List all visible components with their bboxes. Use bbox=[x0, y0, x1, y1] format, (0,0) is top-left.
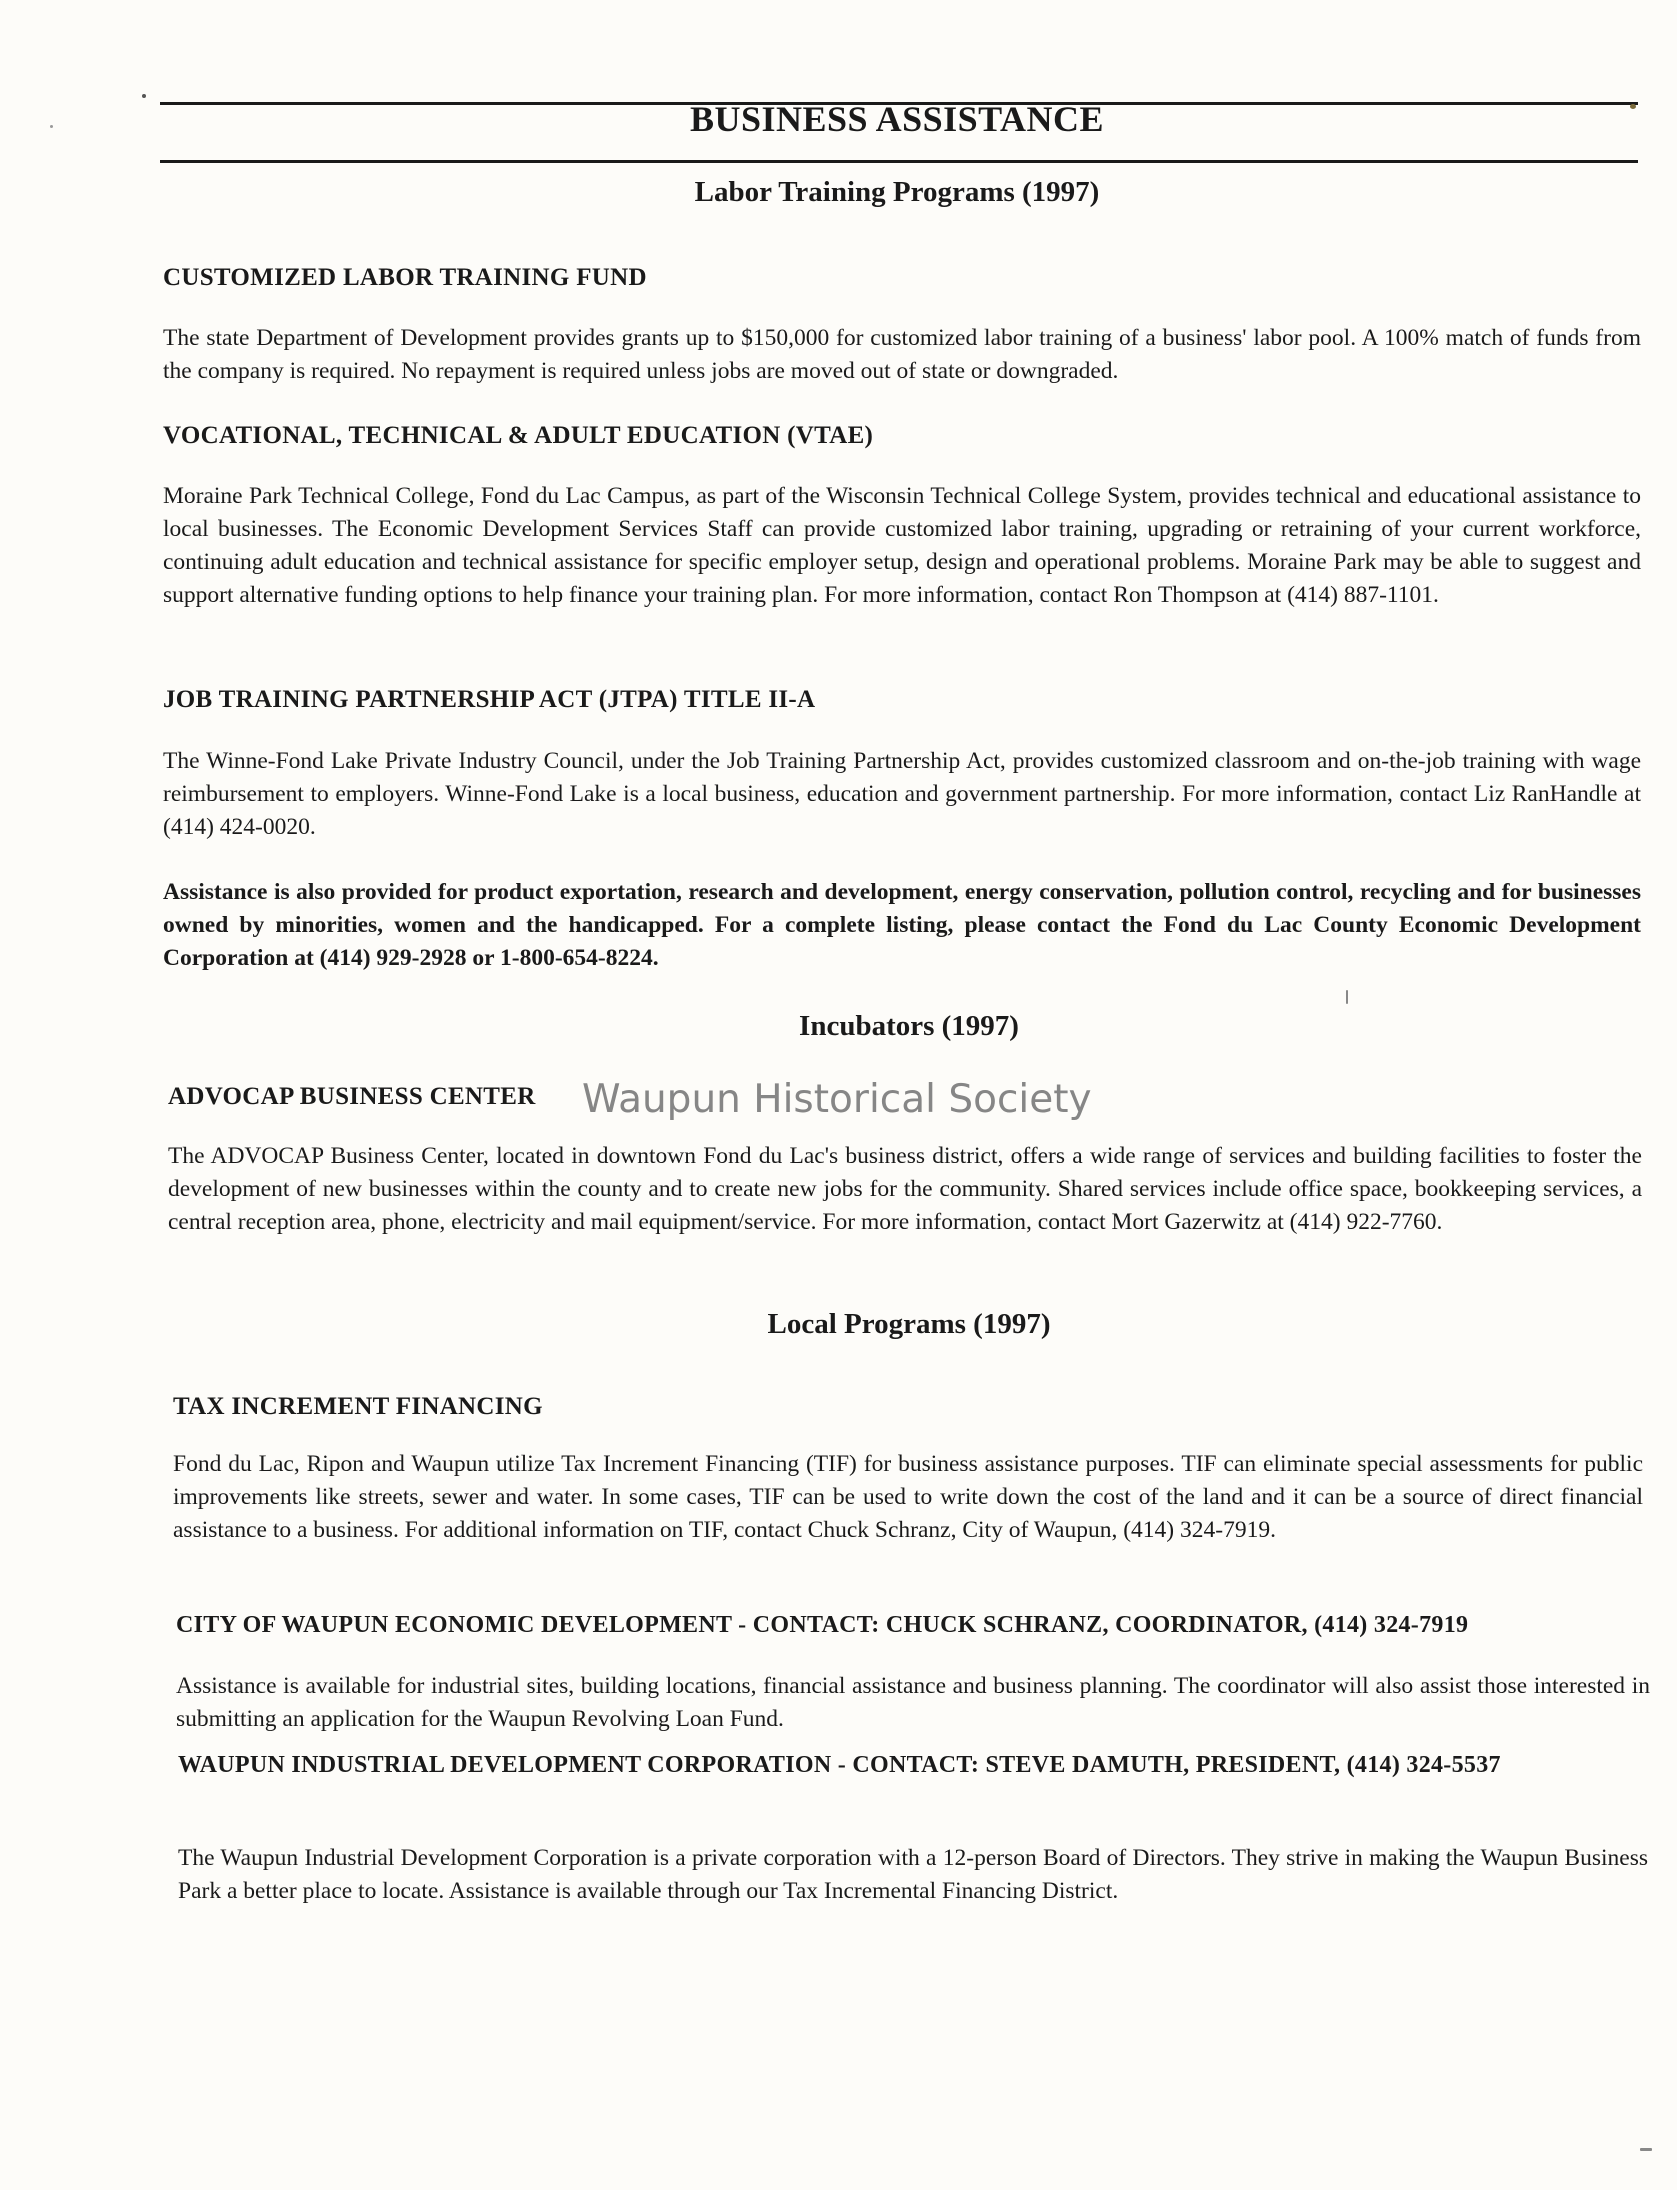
page-title: BUSINESS ASSISTANCE bbox=[689, 99, 1105, 139]
header-rule-bottom bbox=[160, 160, 1638, 163]
scan-speck bbox=[142, 94, 146, 98]
body-city-of-waupun-economic-development: Assistance is available for industrial sites, building locations, financial assistance and business planning. The coordinator will also assist those interested in submitting an application for the Waupun Revolving Loan Fund. bbox=[176, 1673, 1650, 1732]
heading-vtae: VOCATIONAL, TECHNICAL & ADULT EDUCATION (VTAE) bbox=[163, 422, 874, 449]
labor-assistance-note: Assistance is also provided for product exportation, research and development, energy conservation, pollution control, recycling and for businesses owned by minorities, women and the handicapped. For a complete listing, please contact the Fond du Lac County Economic Development Corporation at (414) 929-2928 or 1-800-654-8224. bbox=[163, 879, 1641, 971]
scan-speck bbox=[1630, 104, 1636, 109]
body-advocap-business-center: The ADVOCAP Business Center, located in downtown Fond du Lac's business district, offers a wide range of services and building facilities to foster the development of new businesses within the county and to create new jobs for the community. Shared services include office space, bookkeeping services, a central reception area, phone, electricity and mail equipment/service. For more information, contact Mort Gazerwitz at (414) 922-7760. bbox=[168, 1143, 1642, 1235]
heading-tax-increment-financing: TAX INCREMENT FINANCING bbox=[173, 1393, 543, 1420]
section-title-labor: Labor Training Programs (1997) bbox=[694, 176, 1100, 208]
heading-jtpa: JOB TRAINING PARTNERSHIP ACT (JTPA) TITLE II-A bbox=[163, 686, 816, 713]
watermark: Waupun Historical Society bbox=[582, 1077, 1092, 1122]
body-tax-increment-financing: Fond du Lac, Ripon and Waupun utilize Tax Increment Financing (TIF) for business assistance purposes. TIF can eliminate special assessments for public improvements like streets, sewer and water. In some cases, TIF can be used to write down the cost of the land and it can be a source of direct financial assistance to a business. For additional information on TIF, contact Chuck Schranz, City of Waupun, (414) 324-7919. bbox=[173, 1451, 1643, 1543]
heading-waupun-industrial-development-corporation: WAUPUN INDUSTRIAL DEVELOPMENT CORPORATION - CONTACT: STEVE DAMUTH, PRESIDENT, (414) 324-5537 bbox=[178, 1752, 1501, 1778]
scan-speck bbox=[1640, 2148, 1652, 2151]
heading-city-of-waupun-economic-development: CITY OF WAUPUN ECONOMIC DEVELOPMENT - CONTACT: CHUCK SCHRANZ, COORDINATOR, (414) 324-7919 bbox=[176, 1612, 1469, 1638]
scan-speck bbox=[1346, 990, 1348, 1004]
body-waupun-industrial-development-corporation: The Waupun Industrial Development Corporation is a private corporation with a 12-person Board of Directors. They strive in making the Waupun Business Park a better place to locate. Assistance is available through our Tax Incremental Financing District. bbox=[178, 1845, 1648, 1904]
section-title-incubators: Incubators (1997) bbox=[799, 1010, 1019, 1042]
section-title-local: Local Programs (1997) bbox=[767, 1308, 1051, 1340]
body-vtae: Moraine Park Technical College, Fond du Lac Campus, as part of the Wisconsin Technical College System, provides technical and educational assistance to local businesses. The Economic Development Services Staff can provide customized labor training, upgrading or retraining of your current workforce, continuing adult education and technical assistance for specific employer setup, design and operational problems. Moraine Park may be able to suggest and support alternative funding options to help finance your training plan. For more information, contact Ron Thompson at (414) 887-1101. bbox=[163, 483, 1641, 608]
heading-advocap-business-center: ADVOCAP BUSINESS CENTER bbox=[168, 1083, 536, 1110]
heading-customized-labor-training-fund: CUSTOMIZED LABOR TRAINING FUND bbox=[163, 264, 647, 291]
scan-speck bbox=[50, 125, 53, 128]
body-customized-labor-training-fund: The state Department of Development provides grants up to $150,000 for customized labor training of a business' labor pool. A 100% match of funds from the company is required. No repayment is required unless jobs are moved out of state or downgraded. bbox=[163, 325, 1641, 384]
body-jtpa: The Winne-Fond Lake Private Industry Council, under the Job Training Partnership Act, provides customized classroom and on-the-job training with wage reimbursement to employers. Winne-Fond Lake is a local business, education and government partnership. For more information, contact Liz RanHandle at (414) 424-0020. bbox=[163, 748, 1641, 840]
